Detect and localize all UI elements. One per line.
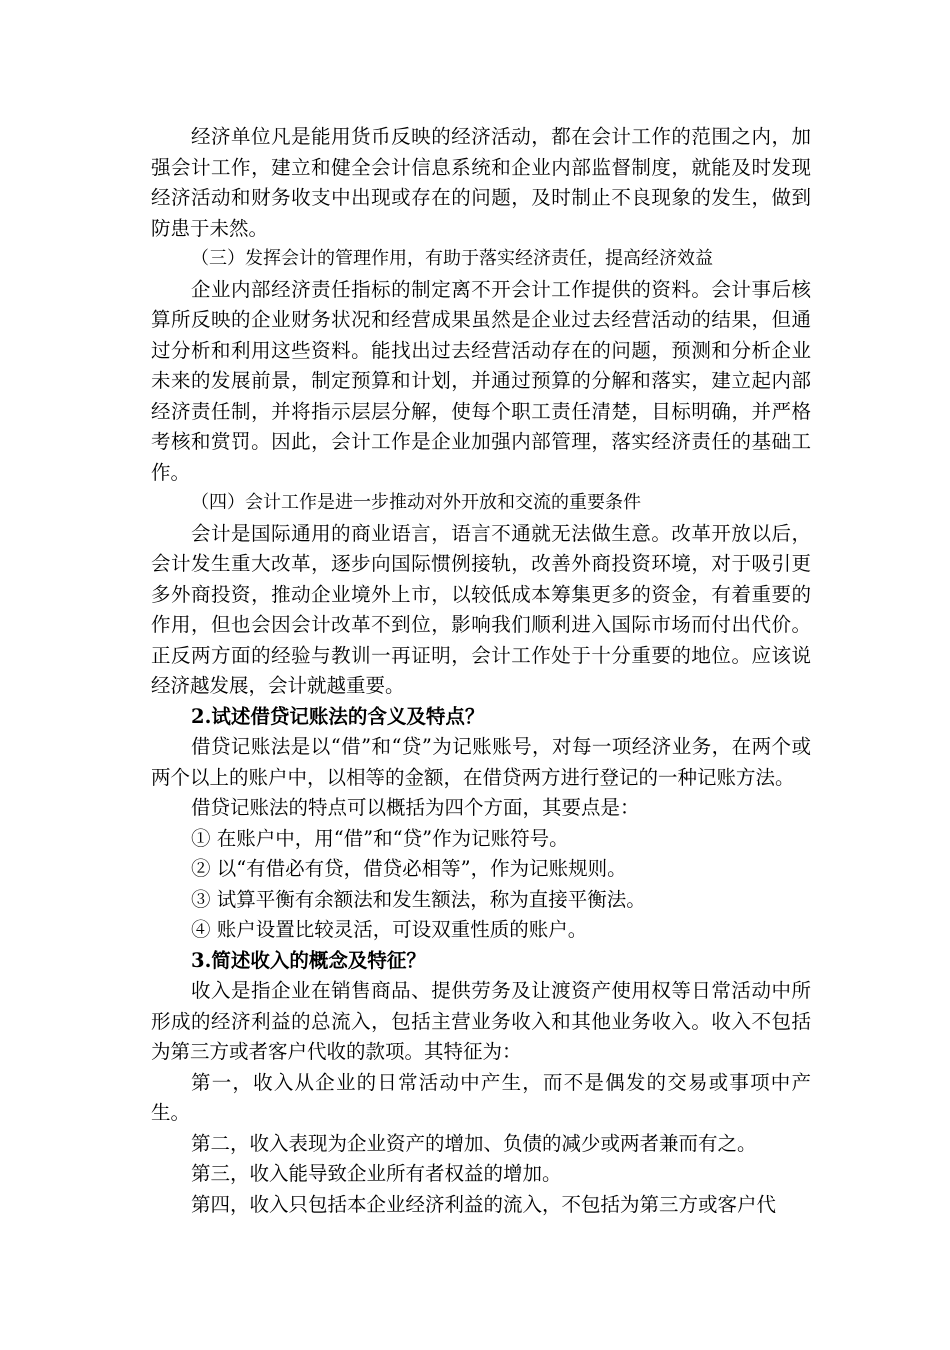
document-page: [151, 122, 811, 1220]
income-feature-2: 第二，收入表现为企业资产的增加、负债的减少或两者兼而有之。: [191, 1131, 757, 1155]
question-2-title: 2.试述借贷记账法的含义及特点？: [191, 704, 485, 728]
section-heading-3: （三）发挥会计的管理作用，有助于落实经济责任，提高经济效益: [191, 248, 713, 269]
feature-item-2: ② 以“有借必有贷，借贷必相等”，作为记账规则。: [191, 857, 627, 880]
feature-item-4: ④ 账户设置比较灵活，可设双重性质的账户。: [191, 918, 588, 941]
paragraph-opening-up: 会计是国际通用的商业语言，语言不通就无法做生意。改革开放以后，会计发生重大改革，逐步向国际惯例接轨，改善外商投资环境，对于吸引更多外商投资，推动企业境外上市，以较低成本筹集更多的资金，有着重要的作用，但也会因会计改革不到位，影响我们顺利进入国际市场而付出代价。正反两方面的经验与教训一再证明，会计工作处于十分重要的地位。应该说经济越发展，会计就越重要。: [151, 521, 811, 697]
feature-item-1: ① 在账户中，用“借”和“贷”作为记账符号。: [191, 826, 569, 850]
section-heading-4: （四）会计工作是进一步推动对外开放和交流的重要条件: [191, 492, 641, 513]
question-2-features-intro: 借贷记账法的特点可以概括为四个方面，其要点是：: [191, 796, 640, 819]
feature-item-3: ③ 试算平衡有余额法和发生额法，称为直接平衡法。: [191, 887, 646, 911]
question-2-definition: 借贷记账法是以“借”和“贷”为记账账号，对每一项经济业务，在两个或两个以上的账户中，以相等的金额，在借贷两方进行登记的一种记账方法。: [151, 735, 811, 789]
income-feature-3: 第三，收入能导致企业所有者权益的增加。: [191, 1162, 562, 1185]
question-3-title: 3.简述收入的概念及特征？: [191, 948, 426, 972]
paragraph-accounting-scope: 经济单位凡是能用货币反映的经济活动，都在会计工作的范围之内，加强会计工作，建立和健全会计信息系统和企业内部监督制度，就能及时发现经济活动和财务收支中出现或存在的问题，及时制止不良现象的发生，做到防患于未然。: [151, 125, 811, 240]
paragraph-economic-responsibility: 企业内部经济责任指标的制定离不开会计工作提供的资料。会计事后核算所反映的企业财务状况和经营成果虽然是企业过去经营活动的结果，但通过分析和利用这些资料。能找出过去经营活动存在的问题，预测和分析企业未来的发展前景，制定预算和计划，并通过预算的分解和落实，建立起内部经济责任制，并将指示层层分解，使每个职工责任清楚，目标明确，并严格考核和赏罚。因此，会计工作是企业加强内部管理，落实经济责任的基础工作。: [151, 277, 811, 484]
income-feature-1: 第一，收入从企业的日常活动中产生，而不是偶发的交易或事项中产生。: [151, 1070, 811, 1124]
question-3-definition: 收入是指企业在销售商品、提供劳务及让渡资产使用权等日常活动中所形成的经济利益的总流入，包括主营业务收入和其他业务收入。收入不包括为第三方或者客户代收的款项。其特征为：: [151, 979, 811, 1063]
income-feature-4: 第四，收入只包括本企业经济利益的流入，不包括为第三方或客户代: [191, 1192, 777, 1216]
